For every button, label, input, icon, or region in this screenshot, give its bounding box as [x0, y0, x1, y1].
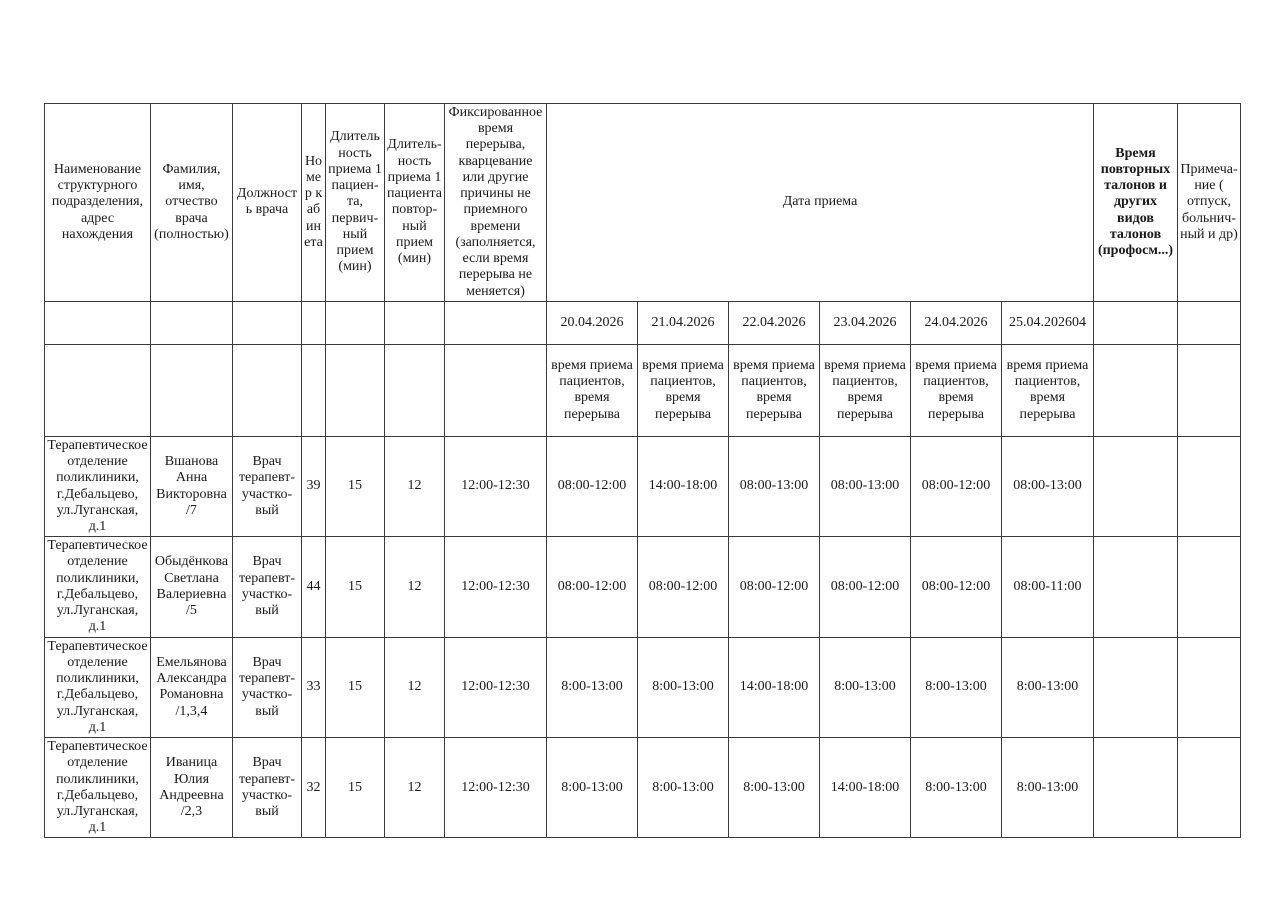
doctor-row [45, 637, 1241, 737]
cell-note [1178, 738, 1241, 838]
cell-time: 08:00-12:00 [547, 537, 638, 637]
cell-cabinet: 44 [302, 537, 326, 637]
date-subheader: время приема пациентов, время перерыва [1002, 344, 1094, 436]
cell-position: Врач терапевт-участко- вый [233, 537, 302, 637]
doctor-row [45, 738, 1241, 838]
cell-time: 8:00-13:00 [547, 738, 638, 838]
date-header: 23.04.2026 [820, 301, 911, 344]
cell-time: 14:00-18:00 [820, 738, 911, 838]
cell-cabinet: 33 [302, 637, 326, 737]
cell-department: Терапевтическое отделение поликлиники, г.Дебальцево, ул.Луганская, д.1 [45, 637, 151, 737]
empty-cell [233, 301, 302, 344]
cell-time: 08:00-12:00 [729, 537, 820, 637]
col-header-date-group: Дата приема [547, 104, 1094, 302]
empty-cell [445, 344, 547, 436]
empty-cell [385, 301, 445, 344]
cell-time: 08:00-12:00 [547, 436, 638, 536]
cell-repeat-tickets [1094, 738, 1178, 838]
doctor-row [45, 537, 1241, 637]
cell-time: 08:00-11:00 [1002, 537, 1094, 637]
subheader-row [45, 344, 1241, 436]
date-subheader: время приема пациентов, время перерыва [820, 344, 911, 436]
cell-time: 8:00-13:00 [911, 738, 1002, 838]
cell-note [1178, 537, 1241, 637]
schedule-table [44, 103, 1241, 838]
empty-cell [326, 301, 385, 344]
cell-fixed-break: 12:00-12:30 [445, 637, 547, 737]
cell-repeat-min: 12 [385, 637, 445, 737]
cell-doctor: Вшанова Анна Викторовна /7 [151, 436, 233, 536]
date-header: 22.04.2026 [729, 301, 820, 344]
cell-time: 8:00-13:00 [638, 637, 729, 737]
cell-position: Врач терапевт-участко- вый [233, 637, 302, 737]
cell-department: Терапевтическое отделение поликлиники, г.Дебальцево, ул.Луганская, д.1 [45, 738, 151, 838]
cell-time: 08:00-13:00 [1002, 436, 1094, 536]
dates-row [45, 301, 1241, 344]
cell-time: 08:00-13:00 [729, 436, 820, 536]
empty-cell [1178, 344, 1241, 436]
cell-doctor: Емельянова Александра Романовна /1,3,4 [151, 637, 233, 737]
cell-primary-min: 15 [326, 436, 385, 536]
date-header: 25.04.202604 [1002, 301, 1094, 344]
cell-time: 8:00-13:00 [1002, 637, 1094, 737]
empty-cell [326, 344, 385, 436]
cell-fixed-break: 12:00-12:30 [445, 537, 547, 637]
cell-cabinet: 39 [302, 436, 326, 536]
date-subheader: время приема пациентов, время перерыва [729, 344, 820, 436]
cell-time: 8:00-13:00 [547, 637, 638, 737]
empty-cell [151, 301, 233, 344]
cell-department: Терапевтическое отделение поликлиники, г.Дебальцево, ул.Луганская, д.1 [45, 436, 151, 536]
cell-repeat-min: 12 [385, 537, 445, 637]
cell-time: 08:00-12:00 [638, 537, 729, 637]
cell-doctor: Обыдёнкова Светлана Валериевна /5 [151, 537, 233, 637]
empty-cell [1178, 301, 1241, 344]
col-header-repeat-duration: Длитель- ность приема 1 пациента повтор- ный прием (мин) [385, 104, 445, 302]
date-header: 21.04.2026 [638, 301, 729, 344]
empty-cell [302, 301, 326, 344]
col-header-note: Примеча- ние ( отпуск, больнич- ный и др) [1178, 104, 1241, 302]
cell-position: Врач терапевт-участко- вый [233, 436, 302, 536]
col-header-repeat-tickets: Время повторных талонов и других видов талонов (профосм...) [1094, 104, 1178, 302]
cell-primary-min: 15 [326, 537, 385, 637]
cell-time: 08:00-13:00 [820, 436, 911, 536]
cell-time: 8:00-13:00 [911, 637, 1002, 737]
cell-doctor: Иваница Юлия Андреевна /2,3 [151, 738, 233, 838]
cell-fixed-break: 12:00-12:30 [445, 436, 547, 536]
header-row [45, 104, 1241, 302]
cell-time: 8:00-13:00 [1002, 738, 1094, 838]
empty-cell [45, 301, 151, 344]
date-subheader: время приема пациентов, время перерыва [547, 344, 638, 436]
cell-repeat-min: 12 [385, 436, 445, 536]
cell-time: 8:00-13:00 [638, 738, 729, 838]
cell-repeat-tickets [1094, 436, 1178, 536]
cell-note [1178, 637, 1241, 737]
empty-cell [151, 344, 233, 436]
cell-fixed-break: 12:00-12:30 [445, 738, 547, 838]
empty-cell [1094, 344, 1178, 436]
col-header-doctor: Фамилия, имя, отчество врача (полностью) [151, 104, 233, 302]
empty-cell [302, 344, 326, 436]
cell-time: 8:00-13:00 [729, 738, 820, 838]
empty-cell [445, 301, 547, 344]
cell-time: 08:00-12:00 [911, 537, 1002, 637]
col-header-primary-duration: Длитель ность приема 1 пациен- та, первич- ный прием (мин) [326, 104, 385, 302]
cell-primary-min: 15 [326, 738, 385, 838]
date-header: 24.04.2026 [911, 301, 1002, 344]
doctor-row [45, 436, 1241, 536]
empty-cell [385, 344, 445, 436]
cell-time: 08:00-12:00 [911, 436, 1002, 536]
cell-time: 8:00-13:00 [820, 637, 911, 737]
date-subheader: время приема пациентов, время перерыва [638, 344, 729, 436]
col-header-department: Наименование структурного подразделения, адрес нахождения [45, 104, 151, 302]
date-subheader: время приема пациентов, время перерыва [911, 344, 1002, 436]
col-header-cabinet: Номер кабинета [302, 104, 326, 302]
cell-repeat-tickets [1094, 537, 1178, 637]
empty-cell [1094, 301, 1178, 344]
cell-repeat-min: 12 [385, 738, 445, 838]
cell-position: Врач терапевт-участко- вый [233, 738, 302, 838]
cell-primary-min: 15 [326, 637, 385, 737]
cell-department: Терапевтическое отделение поликлиники, г.Дебальцево, ул.Луганская, д.1 [45, 537, 151, 637]
col-header-position: Должность врача [233, 104, 302, 302]
date-header: 20.04.2026 [547, 301, 638, 344]
cell-time: 14:00-18:00 [638, 436, 729, 536]
cell-cabinet: 32 [302, 738, 326, 838]
col-header-fixed-break: Фиксированное время перерыва, кварцевание или другие причины не приемного времени (заполняется, если время перерыва не меняется) [445, 104, 547, 302]
empty-cell [45, 344, 151, 436]
cell-repeat-tickets [1094, 637, 1178, 737]
empty-cell [233, 344, 302, 436]
cell-time: 14:00-18:00 [729, 637, 820, 737]
cell-note [1178, 436, 1241, 536]
cell-time: 08:00-12:00 [820, 537, 911, 637]
